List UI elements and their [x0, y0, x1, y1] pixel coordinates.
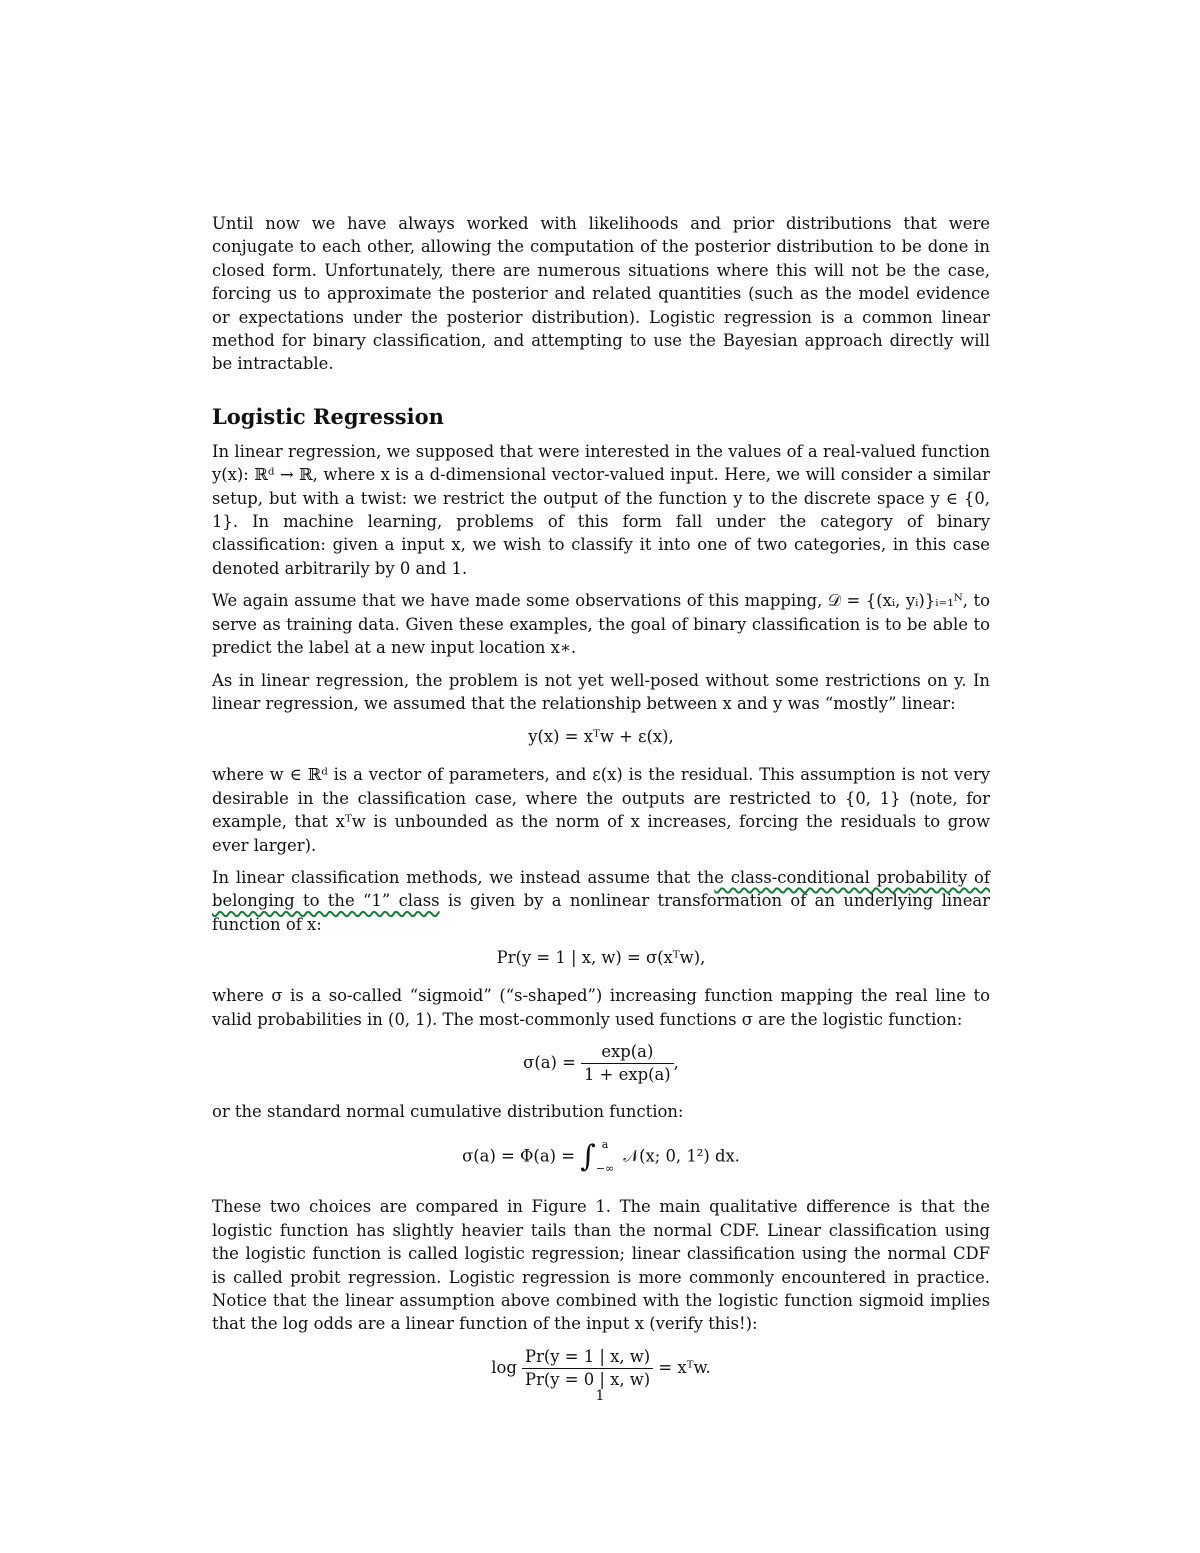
eq3-fraction	[581, 1041, 674, 1086]
paragraph-well-posed: As in linear regression, the problem is not yet well-posed without some restrictions on y. In linear regression, we assumed that the relationship between x and y was “mostly” linear:	[212, 670, 990, 713]
eq3-end: ,	[673, 1052, 679, 1072]
eq5-right: = xᵀw.	[658, 1357, 711, 1377]
paper-page	[212, 212, 990, 1405]
eq3-denominator: 1 + exp(a)	[584, 1064, 671, 1084]
integral-lower-limit: −∞	[595, 1162, 615, 1176]
eq4-left: σ(a) = Φ(a) =	[462, 1146, 575, 1166]
paragraph-comparison: These two choices are compared in Figure 1. The main qualitative difference is that the logistic function has slightly heavier tails than the normal CDF. Linear classification using the logistic function is called logistic regression; linear classification using the normal CDF is called probit regression. Logistic regression is more commonly encountered in practice. Notice that the linear assumption above combined with the logistic function sigmoid implies that the log odds are a linear function of the input x (verify this!):	[212, 1197, 990, 1334]
eq5-log: log	[491, 1357, 517, 1377]
eq3-numerator: exp(a)	[581, 1041, 674, 1064]
paragraph-residual: where w ∈ ℝᵈ is a vector of parameters, and ε(x) is the residual. This assumption is not very desirable in the classification case, where the outputs are restricted to {0, 1} (note, for example, that xᵀw is unbounded as the norm of x increases, forcing the residuals to grow ever larger).	[212, 765, 990, 855]
p5-start: In linear classification methods, we instead assume that th	[212, 867, 715, 887]
eq4-right: 𝒩(x; 0, 1²) dx.	[623, 1146, 740, 1166]
paragraph-sigmoid: where σ is a so-called “sigmoid” (“s-shaped”) increasing function mapping the real line to valid probabilities in (0, 1). The most-commonly used functions σ are the logistic function:	[212, 986, 990, 1029]
equation-class-probability: Pr(y = 1 | x, w) = σ(xᵀw),	[496, 948, 706, 968]
integral-upper-limit: a	[601, 1138, 609, 1152]
paragraph-linear-regression: In linear regression, we supposed that were interested in the values of a real-valued function y(x): ℝᵈ → ℝ, where x is a d-dimensional vector-valued input. Here, we will consider a similar setup, but with a twist: we restrict the output of the function y to the discrete space y ∈ {0, 1}. In machine learning, problems of this form fall under the category of binary classification: given a input x, we wish to classify it into one of two categories, in this case denoted arbitrarily by 0 and 1.	[212, 441, 990, 578]
paragraph-observations: We again assume that we have made some observations of this mapping, 𝒟 = {(xᵢ, yᵢ)}ᵢ₌₁ᴺ, to serve as training data. Given these examples, the goal of binary classification is to be able to predict the label at a new input location x∗.	[212, 591, 990, 658]
paragraph-normal-cdf: or the standard normal cumulative distribution function:	[212, 1101, 684, 1121]
eq5-denominator: Pr(y = 0 | x, w)	[525, 1369, 651, 1389]
equation-log-odds	[212, 1346, 990, 1391]
equation-logistic-function	[212, 1041, 990, 1086]
equation-linear-model: y(x) = xᵀw + ε(x),	[528, 727, 674, 747]
eq3-left: σ(a) =	[523, 1052, 576, 1072]
page-number: 1	[595, 1388, 605, 1404]
paragraph-class-conditional	[212, 866, 990, 936]
handwritten-underline-annotation: e class-conditional probability of belonging to the “1” class	[212, 867, 990, 911]
intro-paragraph: Until now we have always worked with likelihoods and prior distributions that were conjugate to each other, allowing the computation of the posterior distribution to be done in closed form. Unfortunately, there are numerous situations where this will not be the case, forcing us to approximate the posterior and related quantities (such as the model evidence or expectations under the posterior distribution). Logistic regression is a common linear method for binary classification, and attempting to use the Bayesian approach directly will be intractable.	[212, 214, 990, 374]
integral-limits	[596, 1133, 614, 1181]
integral-sign: ∫	[580, 1139, 596, 1175]
equation-probit	[212, 1133, 990, 1181]
p5-end: is given by a nonlinear transformation of an underlying linear function of x:	[212, 891, 990, 934]
eq5-numerator: Pr(y = 1 | x, w)	[522, 1346, 653, 1369]
eq5-fraction	[522, 1346, 653, 1391]
section-title: Logistic Regression	[212, 403, 444, 429]
